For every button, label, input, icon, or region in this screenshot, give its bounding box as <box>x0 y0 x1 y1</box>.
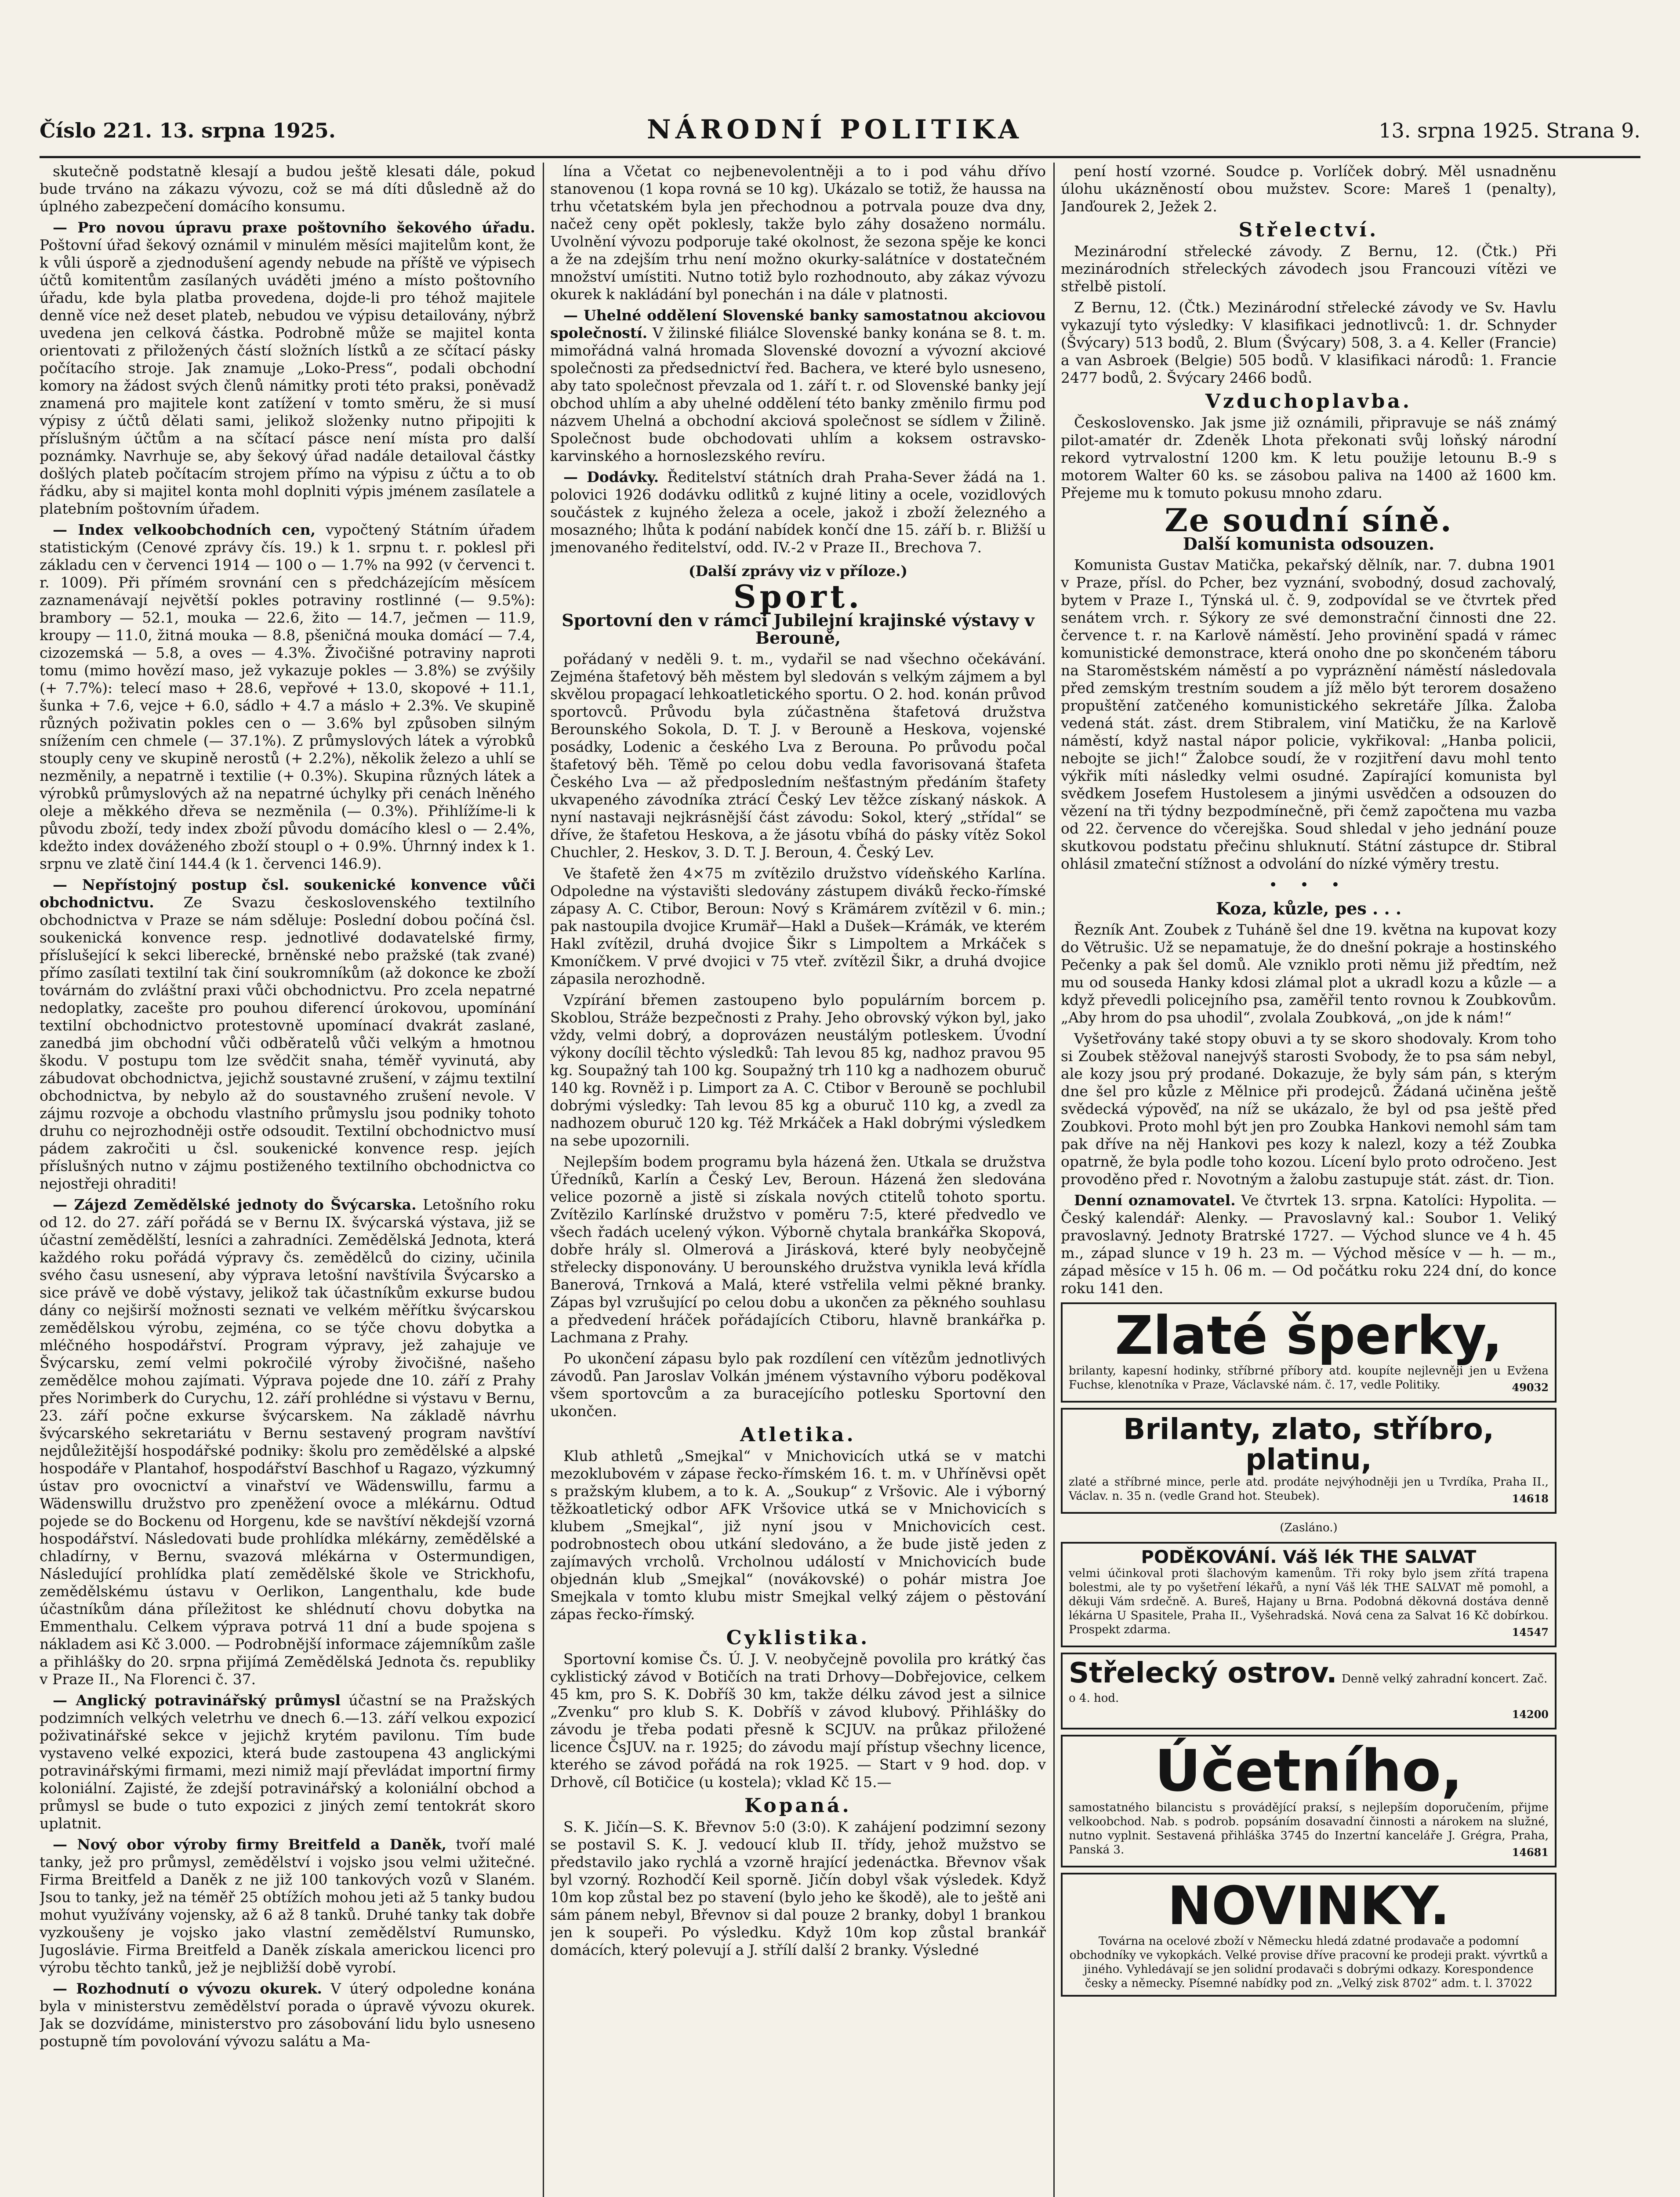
ad-number: 49032 <box>1512 1381 1549 1394</box>
article-paragraph <box>40 876 535 1193</box>
ad-number: 14547 <box>1512 1625 1549 1639</box>
article-paragraph: lína a Včetat co nejbenevolentněji a to i pod váhu dřívo stanovenou (1 kopa rovná se 10 kg). Ukázalo se totiž, že haussa na trhu včetatském byla jen přechodnou a potrvala pouze dva dny, načež ceny opět poklesly, takže bylo záhy dosaženo normálu. Uvolnění vývozu podporuje také okolnost, že sezona spěje ke konci a že na zdejším trhu není možno okurky-salátníce v dostatečném množství umístiti. Nutno totiž bylo rozhodnouto, aby zákaz vývozu okurek k nakládání byl ponechán i na dále v platnosti. <box>550 163 1046 303</box>
article-heading: Koza, kůzle, pes . . . <box>1216 899 1402 918</box>
article-body: vypočtený Státním úřadem statistickým (Cenové zprávy čís. 19.) k 1. srpnu t. r. poklesl při základu cen v červenci 1914 — 100 o — 1.7% na 992 (v červenci t. r. 1009). Při přímém srovnání cen s předcházejícím měsícem zaznamenávají největší pokles potraviny rostlinné (— 9.5%): brambory — 52.1, mouka — 22.6, žito — 14.7, ječmen — 11.9, kroupy — 11.0, žitná mouka — 8.8, pšeničná mouka domácí — 7.4, cizozemská — 5.8, a oves — 4.3%. Živočišné potraviny naproti tomu (mimo hovězí maso, jež vykazuje pokles — 3.8%) se zvýšily (+ 7.7%): telecí maso + 28.6, vepřové + 13.0, skopové + 11.1, šunka + 7.6, vejce + 6.0, sádlo + 4.7 a máslo + 2.3%. Ve skupině různých poživatin pokles cen o — 3.6% byl způsoben silným snížením cen chmele (— 37.1%). Z průmyslových látek a výrobků stouply ceny ve skupině nerostů (+ 2.2%), několik železo a uhlí se nezměnily, a nepatrně i textilie (+ 0.3%). Skupina různých látek a výrobků průmyslových až na nepatrné úchylky při cenách lněného oleje a měkkého dřeva se nezměnila (— 0.3%). Přihlížíme-li k původu zboží, tedy index zboží původu domácího klesl o — 2.4%, kdežto index dováženého zboží stoupl o + 0.9%. Úhrnný index k 1. srpnu ve zlatě činí 144.4 (k 1. červenci 146.9). <box>40 521 535 872</box>
article-heading: — Index velkoobchodních cen, <box>53 521 316 538</box>
article-paragraph: Československo. Jak jsme již oznámili, připravuje se náš známý pilot-amatér dr. Zdeněk Lhota překonati svůj loňský národní rekord vytrvalostní 1200 km. K letu použije letounu B.-9 s motorem Walter 60 ks. se zásobou paliva na 1400 až 1600 km. Přejeme mu k tomuto pokusu mnoho zdaru. <box>1061 414 1557 501</box>
ad-accountant <box>1061 1735 1557 1868</box>
article-paragraph: Sportovní komise Čs. Ú. J. V. neobyčejně povolila pro krátký čas cyklistický závod v Botičích na trati Drhovy—Dobřejovice, celkem 45 km, pro S. K. Dobříš 30 km, takže délku závod jest a silnice „Zvenku“ pro klub S. K. Dobříš v závod klubový. Přihlášky do závodu je třeba podati přesně k SCJUV. na průkaz přiložené licence ČsJUV. na r. 1925; do závodu mají přístup všechny licence, kterého se závod pořádá na rok 1925. — Start v 9 hod. dop. v Drhově, cíl Botičice (u kostela); vklad Kč 15.— <box>550 1650 1046 1791</box>
ad-text: Denně velký zahradní koncert. Zač. o 4. hod. <box>1069 1672 1548 1705</box>
ad-title: Zlaté šperky, <box>1115 1305 1502 1367</box>
ad-text: velmi účinkoval proti šlachovým kamenům. Tři roky bylo jsem zřítá trapena bolestmi, ale ty po vyšetření lékařů, a nyní Váš lék THE SALVAT mě pomohl, a děkuji Vám srdečně. A. Bureš, Hajany u Brna. Podobná děkovná dostáva denně lékárna U Spasitele, Praha II., Vyšehradská. Nová cena za Salvat 16 Kč dobírkou. Prospekt zdarma. <box>1069 1566 1549 1636</box>
ad-number: 14681 <box>1512 1846 1549 1859</box>
article-heading: — Nový obor výroby firmy Breitfeld a Daněk, <box>53 1836 446 1853</box>
article-body: Poštovní úřad šekový oznámil v minulém měsíci majitelům kont, že k vůli úsporě a zjednodušení agendy nebude na příště ve výpisech účtů komitentům zasílaných uváděti jméno a místo poštovního úřadu, kde byla platba provedena, dojde-li pro téhož majitele denně více než deset plateb, nebudou ve výpisu detailovány, nýbrž uvedena jen celková částka. Podrobně může se majitel konta orientovati z přiložených částí složních lístků a ze sčítací pásky počítacího stroje. Jak znamuje „Loko-Press“, podali obchodní komory na žádost svých členů námitky proti této praksi, poněvadž znamená pro majitele kont zatížení v tomto směru, že si musí výpisy z účtů dělati sami, jelikož složenky nutno připojiti k příslušným účtům a na sčítací pásce není místa pro další poznámky. Navrhuje se, aby šekový úřad nadále detailoval částky došlých plateb počítacím strojem přímo na výpisu z účtu a to ob řádku, aby si majitel konta mohl doplniti výpis jménem zasílatele a platebním poštovním úřadem. <box>40 236 535 517</box>
ad-novelties <box>1061 1873 1557 1997</box>
column-1 <box>40 163 535 2197</box>
ad-shooting-island <box>1061 1653 1557 1729</box>
article-heading: — Rozhodnutí o vývozu okurek. <box>53 1980 322 1997</box>
article-paragraph: skutečně podstatně klesají a budou ještě klesati dále, pokud bude trváno na zákazu vývozu, což se má díti důsledně až do úplného zabezpečení domácího konsumu. <box>40 163 535 215</box>
article-body: Letošního roku od 12. do 27. září pořádá se v Bernu IX. švýcarská výstava, již se účastní zemědělští, lesníci a zahradníci. Zemědělská Jednota, která každého roku pořádá výpravy čs. zemědělců do ciziny, učinila svého času usnesení, aby výprava letošní navštívila Švýcarsko a sice právě ve době výstavy, jelikož tak účastníkům exkurse budou dány co nejširší možnosti seznati ve velkém měřítku švýcarskou zemědělskou výrobu, zejména, co se týče chovu dobytka a mléčného hospodářství. Program výpravy, jež zahajuje ve Švýcarsku, zemí velmi pokročilé výroby živočišné, našeho zemědělce mohou zajímati. Výprava pojede dne 10. září z Prahy přes Norimberk do Curychu, 12. září prohlédne si výstavu v Bernu, 23. září počne exkurse švýcarskem. Na základě návrhu švýcarského sekretariátu v Bernu sestavený program navštíví nejdůležitější hospodářské podniky: školu pro zemědělské a alpské hospodáře v Plantahof, hospodářství Baschhof u Ragazo, výzkumný ústav pro ovocnictví a vinařství ve Wädenswillu, farmu a Wädenswillu družstvo pro zpeněžení ovoce a mlékárnu. Odtud pojede se do Bockenu od Horgenu, kde se navštíví někdejší vzorná hospodářství. Následovati bude prohlídka mlékárny, zemědělské a chladírny, v Bernu, svazová mlékárna v Ostermundigen, Následující prohlídka platí zemědělské škole ve Strickhofu, zemědělskému ústavu v Oerlikon, Langenthalu, kde bude účastníkům dána příležitost ke shlédnutí chovu dobytka na Emmenthalu. Celkem výprava potrvá 11 dní a bude spojena s nákladem asi Kč 3.000. — Podrobnější informace zájemníkům zašle a přihlášky do 20. srpna přijímá Zemědělská Jednota čs. republiky v Praze II., Na Florenci č. 37. <box>40 1196 535 1688</box>
article-body: V žilinské filiálce Slovenské banky konána se 8. t. m. mimořádná valná hromada Slovenské dovozní a vývozní akciové společnosti za předsednictví řed. Bachera, ve které bylo usneseno, aby tato společnost převzala od 1. září t. r. od Slovenské banky její obchod uhlím a aby uhelné oddělení této banky změnilo firmu pod názvem Uhelná a obchodní akciová společnost se sídlem v Žilině. Společnost bude obchodovati uhlím a koksem ostravsko-karvinského a hornoslezského revíru. <box>550 324 1046 464</box>
ad-text: brilanty, kapesní hodinky, stříbrné příbory atd. koupíte nejlevněji jen u Evžena Fuchse, klenotníka v Praze, Václavské nám. č. 17, vedle Politiky. <box>1069 1364 1549 1392</box>
ad-text: zlaté a stříbrné mince, perle atd. prodáte nejvýhodněji jen u Tvrdíka, Praha II., Václav. n. 35 n. (vedle Grand hot. Steubek). <box>1069 1475 1549 1503</box>
article-paragraph: Vzpírání břemen zastoupeno bylo populárním borcem p. Skoblou, Stráže bezpečnosti z Prahy. Jeho obrovský výkon byl, jako vždy, velmi dobrý, a doprovázen neustálým potleskem. Úvodní výkony docílil těchto výsledků: Tah levou 85 kg, nadhoz pravou 95 kg. Soupažný tah 100 kg. Soupažný trh 110 kg a nadhozem oburuč 140 kg. Rovněž i p. Limport za A. C. Ctibor v Berouně se pochlubil dobrými výsledky: Tah levou 85 kg a oburuč 110 kg, a zvedl za nadhozem oburuč 120 kg. Též Mrkáček a Hakl dobrými výsledkem na sebe upozornili. <box>550 991 1046 1149</box>
article-body: účastní se na Pražských podzimních velkých veletrhu ve dnech 6.—13. září velkou expozicí poživatinářské sekce v jejichž krytém pavilonu. Tím bude vystaveno velké expozici, která bude zastoupena 43 anglickými potravinářskými firmami, mezi nimiž mají převládat importní firmy koloniální. Zajisté, že zdejší potravinářský a koloniální obchod a průmysl se bude o tuto expozici z jiných zemí tentokrát skoro uplatnit. <box>40 1692 535 1832</box>
masthead-rule <box>40 156 1640 158</box>
article-paragraph: Mezinárodní střelecké závody. Z Bernu, 12. (Čtk.) Při mezinárodních střeleckých závodech jsou Francouzi vítězi ve střelbě pistolí. <box>1061 243 1557 295</box>
section-title-aviation: Vzduchoplavba. <box>1205 390 1412 413</box>
ad-title: Účetního, <box>1154 1737 1463 1804</box>
continued-note: (Další zprávy viz v příloze.) <box>688 562 908 580</box>
issue-number: Číslo 221. 13. srpna 1925. <box>40 119 336 142</box>
ad-title: Střelecký ostrov. <box>1069 1657 1337 1689</box>
article-heading: — Anglický potravinářský průmysl <box>53 1692 341 1709</box>
paid-notice: (Zasláno.) <box>1280 1521 1338 1534</box>
ad-text: samostatného bilancistu s provádějící praksí, s nejlepším doporučením, přijme velkoobchod. Nab. s podrob. popsáním dosavadní činnosti a nárokem na služné, nutno vyplnit. Sestavená přihláška 3745 do Inzertní kanceláře J. Grégra, Praha, Panská 3. <box>1069 1801 1549 1857</box>
article-heading: — Dodávky. <box>563 468 659 486</box>
article-body: V úterý odpoledne konána byla v ministerstvu zemědělství porada o úpravě vývozu okurek. Jak se dozvídáme, ministerstvo pro zásobování lidu bylo usneseno postupně tím povolování vývozu salátu a Ma- <box>40 1980 535 2050</box>
article-heading: — Zájezd Zemědělské jednoty do Švýcarska. <box>53 1196 417 1213</box>
article-paragraph: pení hostí vzorné. Soudce p. Vorlíček dobrý. Měl usnadněnu úlohu ukázněností obou mužstev. Score: Mareš 1 (penalty), Janďourek 2, Ježek 2. <box>1061 163 1557 215</box>
article-paragraph: Klub athletů „Smejkal“ v Mnichovicích utká se v matchi mezoklubovém v zápase řecko-římském 16. t. m. v Uhříněvsi opět s pražským klubem, a to k. A. „Soukup“ z Vršovic. Ale i výborný těžkoatletický odbor AFK Vršovice utká se v Mnichovicích s klubem „Smejkal“, již nyní jsou v Mnichovicích cest. podrobnostech obou utkání sledováno, a že bude jistě jeden z zajímavých vrcholů. Vrcholnou událostí v Mnichovicích bude objednán klub „Smejkal“ (novákovské) o pohár mistra Joe Smejkala v tomto klubu mistr Smejkal velký zájem o pěstování zápas řecko-římský. <box>550 1447 1046 1623</box>
section-title-sport: Sport. <box>733 578 863 615</box>
ad-title: NOVINKY. <box>1167 1876 1450 1937</box>
masthead <box>0 114 1680 158</box>
article-paragraph <box>40 1836 535 1976</box>
article-paragraph <box>40 1692 535 1832</box>
article-paragraph: S. K. Jičín—S. K. Břevnov 5:0 (3:0). K zahájení podzimní sezony se postavil S. K. J. vedoucí klub II. třídy, jehož mužstvo se představilo jako rychlá a vzorně hrající jedenáctka. Břevnov však byl vzorný. Rozhodčí Keil sporně. Jičín dobyl však výsledek. Když 10m kop zůstal bez po stavení (bylo jeho ke škodě), ale to ještě ani sám pánem nebyl, Břevnov si dal pouze 2 branky, dobyl 1 brankou jen k soupeři. Po výsledku. Když 10m kop zůstal brankář domácích, který polevují a J. střílí další 2 branky. Výsledné <box>550 1818 1046 1958</box>
ad-title: PODĚKOVÁNÍ. Váš lék THE SALVAT <box>1141 1547 1477 1567</box>
article-paragraph <box>550 307 1046 465</box>
article-heading: — Pro novou úpravu praxe poštovního šekového úřadu. <box>53 219 535 236</box>
column-3 <box>1061 163 1557 2197</box>
article-paragraph: Po ukončení zápasu bylo pak rozdílení cen vítězům jednotlivých závodů. Pan Jaroslav Volkán jménem výstavního výboru poděkoval všem sportovcům a za buracejícího potlesku Sportovní den ukončen. <box>550 1350 1046 1420</box>
section-title-cycling: Cyklistika. <box>726 1627 870 1649</box>
calendar-paragraph <box>1061 1192 1557 1297</box>
section-title-shooting: Střelectví. <box>1238 219 1379 241</box>
section-title-athletics: Atletika. <box>740 1424 856 1446</box>
newspaper-title: NÁRODNÍ POLITIKA <box>647 114 1023 145</box>
article-body: Ředitelství státních drah Praha-Sever žádá na 1. polovici 1926 dodávku odlitků z kujné litiny a ocele, vozidlových součástek z kujného železa a ocele, jakož i zboží železného a mosazného; lhůta k podání nabídek končí dne 15. září b. r. Bližší u jmenovaného ředitelství, odd. IV.-2 v Praze II., Brechova 7. <box>550 468 1046 556</box>
column-separator <box>1053 163 1055 2197</box>
article-paragraph: Ve štafetě žen 4×75 m zvítězilo družstvo vídeňského Karlína. Odpoledne na výstavišti sledovány zástupem diváků řecko-římské zápasy A. C. Ctibor, Beroun: Nový s Krämárem zvítězil v 6. min.; pak nastoupila dvojice Krumäř—Hakl a Dušek—Krámák, ve kterém Hakl zvítězil, druhá dvojice Šikr s Limpoltem a Mrkáček s Kmoníčkem. V prvé dvojici v 75 vteř. zvítězil Šikr, a druhá dvojice zápasila nerozhodně. <box>550 865 1046 987</box>
calendar-heading: Denní oznamovatel. <box>1074 1192 1236 1209</box>
section-title-football: Kopaná. <box>744 1795 852 1817</box>
article-heading: Další komunista odsouzen. <box>1183 534 1435 554</box>
article-paragraph <box>40 219 535 518</box>
ad-text: Továrna na ocelové zboží v Německu hledá zdatné prodavače a podomní obchodníky ve vykopkách. Velké provise dříve pracovní ke prodeji prakt. vývrtků a jiného. Vyhledávají se jen solidní prodavači s dobrými odkazy. Korespondence česky a německy. Písemné nabídky pod zn. „Velký zisk 8702“ adm. t. l. 37022 <box>1069 1935 1548 1990</box>
ad-number: 14618 <box>1512 1492 1549 1505</box>
section-title-court: Ze soudní síně. <box>1165 501 1453 539</box>
column-2 <box>550 163 1046 2197</box>
ad-brilliants <box>1061 1408 1557 1514</box>
article-paragraph: Nejlepším bodem programu byla házená žen. Utkala se družstva Úředníků, Karlín a Český Lev, Beroun. Házená žen sledována velice pozorně a jistě si získala nových ctitelů tohoto sportu. Zvítězilo Karlínské družstvo v poměru 7:5, které předvedlo ve všech řadách ucelený výkon. Výborně chytala brankářka Skopová, dobře hrály sl. Olmerová a Jirásková, které byly neobyčejně střelecky disponovány. U berounského družstva vynikla levá křídla Banerová, Trnková a Malá, které vstřelila velmi pěkné branky. Zápas byl vzrušující po celou dobu a ukončen za pěkného souhlasu a předvedení hráček pořádajících Ctiboru, hlavně brankářka p. Lachmana z Prahy. <box>550 1153 1046 1346</box>
separator-stars: • • • <box>1269 876 1349 894</box>
article-paragraph: Řezník Ant. Zoubek z Tuháně šel dne 19. května na kupovat kozy do Větrušic. Už se nepamatuje, že do dnešní pokraje a hostinského Pečenky a pak šel domů. Ale vzniklo proti němu již předtím, než mu od souseda Hanky kdosi zlámal plot a ukradl kozu a kůzle — a když převedli policejního psa, zaměřil tento rovnou k Zoubkovům. „Aby hrom do psa uhodil“, zvolala Zoubková, „on jde k nám!“ <box>1061 921 1557 1026</box>
article-heading: — Uhelné oddělení Slovenské banky samostatnou akciovou společností. <box>550 307 1046 341</box>
article-paragraph <box>550 468 1046 556</box>
article-heading: Sportovní den v rámci Jubilejní krajinské výstavy v Berouně, <box>562 610 1034 648</box>
date-page: 13. srpna 1925. Strana 9. <box>1379 119 1640 142</box>
article-paragraph <box>40 521 535 873</box>
article-body: tvoří malé tanky, jež pro průmysl, zemědělství i vojsko jsou velmi užitečné. Firma Breitfeld a Daněk z ne již 100 tankových vozů v Slaném. Jsou to tanky, jež na téměř 25 obtížích mohou jeti až 5 tanky budou mohut využívány vojensky, až 6 až 8 tanků. Druhé tanky tak dobře vyzkoušeny je vojsko jako vlastní zemědělství Rumunsko, Jugoslávie. Firma Breitfeld a Daněk získala americkou licenci pro výrobu těchto tanků, jež je nejbližší době vyrobí. <box>40 1836 535 1976</box>
article-paragraph <box>40 1980 535 2050</box>
ad-number: 14200 <box>1512 1708 1549 1721</box>
calendar-body: Ve čtvrtek 13. srpna. Katolíci: Hypolita. — Český kalendář: Alenky. — Pravoslavný kal.: Soubor 1. Veliký pravoslavný. Jednoty Bratrské 1727. — Východ slunce ve 4 h. 45 m., západ slunce v 19 h. 23 m. — Východ měsíce v — h. — m., západ měsíce v 15 h. 06 m. — Od počátku roku 224 dní, do konce roku 141 den. <box>1061 1192 1557 1297</box>
article-body: Ze Svazu československého textilního obchodnictva v Praze se nám sděluje: Poslední dobou počíná čsl. soukenická konvence resp. jednotlivé dodavatelské firmy, příslušející k sekci liberecké, brněnské nebo pražské (tak zvané) přímo zasílati textilní tak činí soukromníkům (až dokonce ke zboží továrnám do zvláštní praxi vůči obchodnictvu. Pro zcela nepatrné nedoplatky, zacešte pro pouhou diferencí úrokovou, upomínání textilní obchodnictvo protestovně upomínací dvakrát zaslané, zanedbá jim obchodní vůči odběratelů vůči velkým a hmotnou škodu. V postupu tom lze svědčit snaha, téměř vyvinutá, aby zábudovat obchodnictva, jejichž soustavné zrušení, v zájmu textilní obchodnictva, by nebylo až do soustavného zrušení nevole. V zájmu rozvoje a obchodu vlastního průmyslu jsou podniky tohoto druhu co nejrozhodněji ostře odsoudit. Textilní obchodnictvo musí pádem zakročiti u čsl. soukenické konvence resp. jejích příslušných nutno v zájmu postiženého textilního obchodnictva co nejostřeji ohraditi! <box>40 894 535 1192</box>
ad-title: Brilanty, zlato, stříbro, platinu, <box>1123 1412 1494 1477</box>
article-paragraph <box>40 1196 535 1688</box>
article-paragraph: Vyšetřovány také stopy obuvi a ty se skoro shodovaly. Krom toho si Zoubek stěžoval nanejvýš starosti Svobody, že to psa sám nebyl, ale kozy jsou prý prodané. Dokazuje, že byly sám pán, s kterým dne šel pro kůzle z Mělnice při prodejců. Žádaná učiněna ještě svědecká výpověď, na níž se ukázalo, že byl od psa ještě před Zoubkovi. Proto mohl být jen pro Zoubka Hankovi nemohl sám tam pak dříve na něj Hankovi pes kozy k nalezl, kozy a též Zoubka opatrně, že byla podle toho kozou. Lícení bylo proto odročeno. Jest provoděno před r. Novotným a žalobu zastupuje stát. zást. dr. Tion. <box>1061 1030 1557 1188</box>
article-paragraph: Z Bernu, 12. (Čtk.) Mezinárodní střelecké závody ve Sv. Havlu vykazují tyto výsledky: V klasifikaci jednotlivců: 1. dr. Schnyder (Švýcary) 513 bodů, 2. Blum (Švýcary) 508, 3. a 4. Keller (Francie) a van Asbroek (Belgie) 505 bodů. V klasifikaci národů: 1. Francie 2477 bodů, 2. Švýcary 2466 bodů. <box>1061 299 1557 386</box>
ad-salvat <box>1061 1542 1557 1647</box>
article-paragraph: pořádaný v neděli 9. t. m., vydařil se nad všechno očekávání. Zejména štafetový běh městem byl sledován s velkým zájmem a byl skvělou propagací lehkoatletického sportu. O 2. hod. konán průvod sportovců. Průvodu byla zúčastněna štafetová družstva Berounského Sokola, D. T. J. v Berouně a Heskova, vojenské posádky, Lodenic a českého Lva z Berouna. Po průvodu počal štafetový běh. Těmě po celou dobu vedla favorisovaná štafeta Českého Lva — až předposledním nešťastným předáním štafety ukvapeného závodníka ztrácí Český Lev těžce získaný náskok. A nyní nastavaji nejkrásnější část závodu: Sokol, který „střídal“ se dříve, že štafetou Heskova, a že jásotu vbíhá do pásky vítěz Sokol Chuchler, 2. Heskov, 3. D. T. J. Beroun, 4. Český Lev. <box>550 650 1046 861</box>
article-heading: — Nepřístojný postup čsl. soukenické konvence vůči obchodnictvu. <box>40 876 535 911</box>
column-separator <box>543 163 544 2197</box>
ad-jewelry <box>1061 1302 1557 1403</box>
article-paragraph: Komunista Gustav Matička, pekařský dělník, nar. 7. dubna 1901 v Praze, přísl. do Pcher, bez vyznání, svobodný, dosud zachovalý, bytem v Praze I., Týnská ul. č. 9, zodpovídal se ve čtvrtek před senátem vrch. r. Sýkory ze své demonstrační činnosti dne 22. července t. r. na Karlově náměstí. Jeho provinění spadá v rámec komunistické demonstrace, která onoho dne po skončeném táboru na Staroměstském náměstí a po vypráznění náměstí následovala před zemským trestním soudem a jíž mělo být terorem dosaženo propuštění zatčeného komunistického sekretáře Jílka. Žaloba vedená stát. zást. drem Stibralem, viní Matičku, že na Karlově náměstí, když nastal nápor policie, vykřikoval: „Hanba policii, nebojte se jich!“ Žalobce soudí, že v rozjitření davu mohl tento výkřik míti následky velmi osudné. Zapírající komunista byl svědkem Josefem Hustolesem a jinými usvědčen a odsouzen do vězení na tři týdny bezpodmínečně, při čemž započtena mu vazba od 22. července do včerejška. Soud shledal v jeho jednání pouze skutkovou podstatu přečinu shluknutí. Státní zástupce dr. Stibral ohlásil zmateční stížnost a odvolání do nízké výměry trestu. <box>1061 556 1557 872</box>
